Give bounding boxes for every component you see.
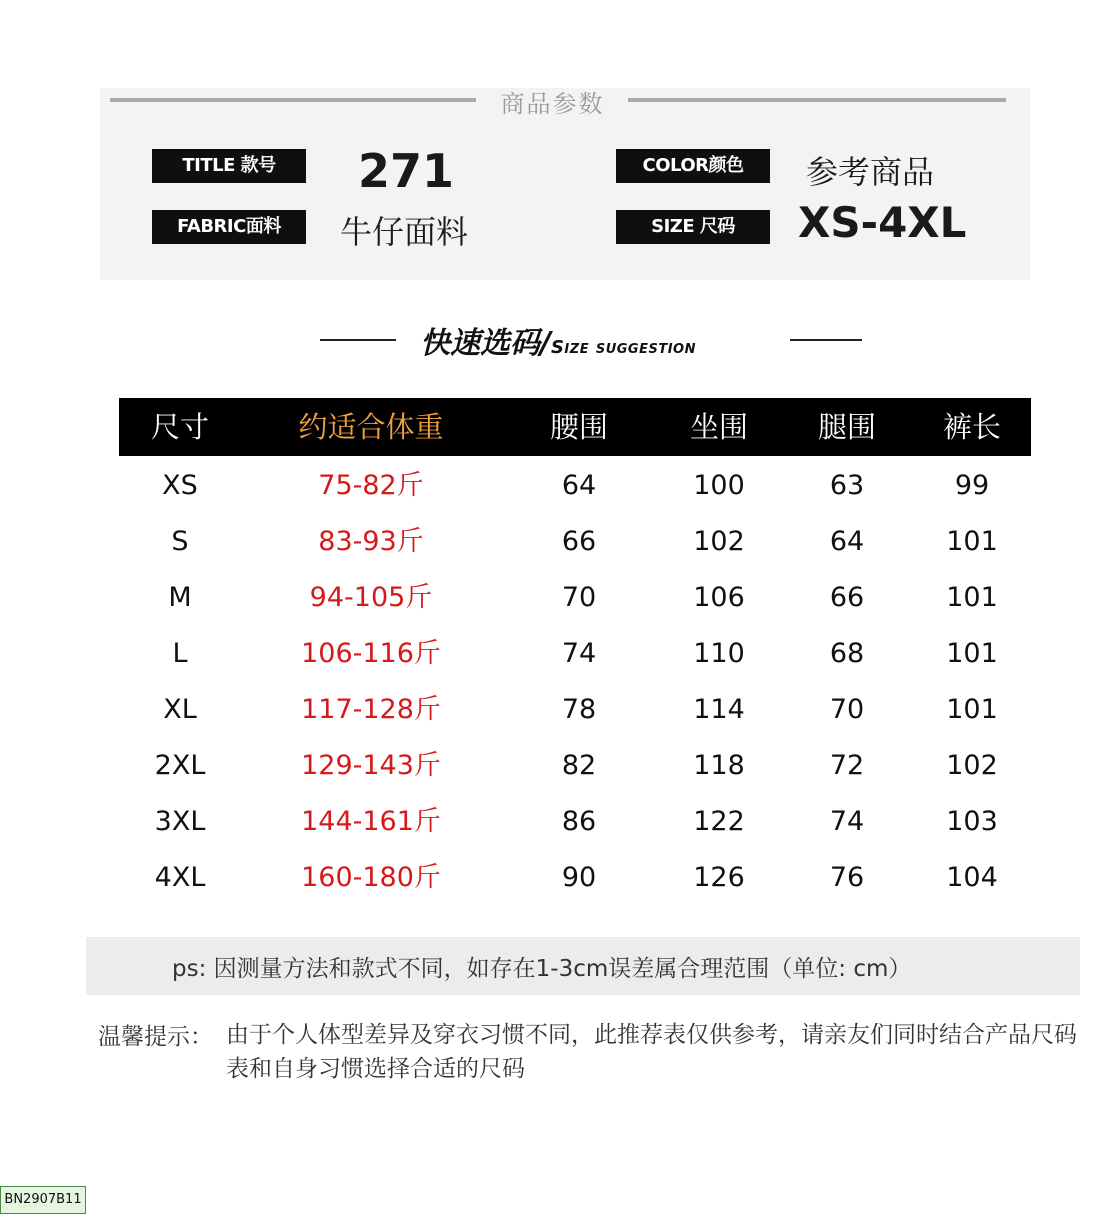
cell-thigh: 68 (829, 638, 865, 669)
cell-weight: 160-180斤 (301, 862, 441, 893)
cell-waist: 64 (561, 470, 597, 501)
cell-weight: 144-161斤 (301, 806, 441, 837)
header-weight: 约适合体重 (298, 410, 444, 444)
header-size: 尺寸 (150, 410, 209, 444)
cell-size: L (172, 638, 188, 669)
watermark-label: BN2907B11 (0, 1186, 86, 1214)
header-thigh: 腿围 (817, 410, 876, 444)
cell-waist: 66 (561, 526, 597, 557)
cell-thigh: 74 (829, 806, 865, 837)
cell-hip: 114 (693, 694, 745, 725)
header-hip: 坐围 (689, 410, 748, 444)
cell-length: 101 (946, 526, 998, 557)
cell-waist: 90 (561, 862, 597, 893)
cell-thigh: 64 (829, 526, 865, 557)
table-row (119, 626, 1031, 682)
cell-waist: 86 (561, 806, 597, 837)
cell-length: 101 (946, 582, 998, 613)
tip-label: 温馨提示： (98, 1024, 213, 1050)
cell-weight: 117-128斤 (301, 694, 441, 725)
table-row (119, 514, 1031, 570)
fabric-value: 牛仔面料 (340, 213, 469, 251)
cell-weight: 83-93斤 (318, 526, 424, 557)
cell-hip: 126 (693, 862, 745, 893)
cell-waist: 82 (561, 750, 597, 781)
params-divider-left (110, 98, 476, 102)
size-suggestion-cn: 快速选码 (420, 326, 540, 361)
cell-hip: 106 (693, 582, 745, 613)
size-suggestion-en: Size suggestion (550, 337, 696, 358)
cell-size: XL (163, 694, 197, 725)
cell-waist: 78 (561, 694, 597, 725)
cell-thigh: 63 (829, 470, 865, 501)
cell-weight: 94-105斤 (309, 582, 433, 613)
cell-size: S (171, 526, 189, 557)
header-length: 裤长 (942, 410, 1001, 444)
cell-hip: 110 (693, 638, 745, 669)
table-row (119, 682, 1031, 738)
header-waist: 腰围 (549, 410, 608, 444)
fabric-tag: FABRIC面料 (152, 210, 306, 244)
color-value: 参考商品 (806, 153, 935, 191)
cell-size: 4XL (154, 862, 206, 893)
cell-hip: 118 (693, 750, 745, 781)
cell-thigh: 70 (829, 694, 865, 725)
suggestion-divider-right (790, 339, 862, 341)
cell-size: 2XL (154, 750, 206, 781)
title-tag: TITLE 款号 (152, 149, 306, 183)
size-suggestion-heading (420, 318, 780, 362)
cell-length: 101 (946, 694, 998, 725)
tip-text: 由于个人体型差异及穿衣习惯不同，此推荐表仅供参考，请亲友们同时结合产品尺码表和自身习惯选择合适的尺码 (226, 1022, 1077, 1082)
cell-waist: 74 (561, 638, 597, 669)
cell-weight: 106-116斤 (301, 638, 441, 669)
cell-size: M (168, 582, 192, 613)
table-row (119, 794, 1031, 850)
table-row (119, 738, 1031, 794)
cell-thigh: 66 (829, 582, 865, 613)
table-row (119, 850, 1031, 906)
cell-hip: 100 (693, 470, 745, 501)
cell-hip: 122 (693, 806, 745, 837)
cell-length: 101 (946, 638, 998, 669)
cell-length: 103 (946, 806, 998, 837)
cell-weight: 129-143斤 (301, 750, 441, 781)
size-tag: SIZE 尺码 (616, 210, 770, 244)
cell-thigh: 76 (829, 862, 865, 893)
cell-size: XS (162, 470, 198, 501)
cell-size: 3XL (154, 806, 206, 837)
size-range-value: XS-4XL (798, 198, 967, 247)
title-value: 271 (358, 144, 455, 198)
suggestion-divider-left (320, 339, 396, 341)
cell-length: 99 (954, 470, 990, 501)
table-row (119, 458, 1031, 514)
params-divider-right (628, 98, 1006, 102)
cell-hip: 102 (693, 526, 745, 557)
cell-weight: 75-82斤 (318, 470, 424, 501)
cell-thigh: 72 (829, 750, 865, 781)
cell-length: 102 (946, 750, 998, 781)
size-suggestion-separator: / (540, 326, 551, 361)
cell-length: 104 (946, 862, 998, 893)
cell-waist: 70 (561, 582, 597, 613)
table-row (119, 570, 1031, 626)
ps-note: ps: 因测量方法和款式不同，如存在1-3cm误差属合理范围（单位: cm） (172, 956, 912, 982)
params-title: 商品参数 (500, 90, 605, 118)
color-tag: COLOR颜色 (616, 149, 770, 183)
